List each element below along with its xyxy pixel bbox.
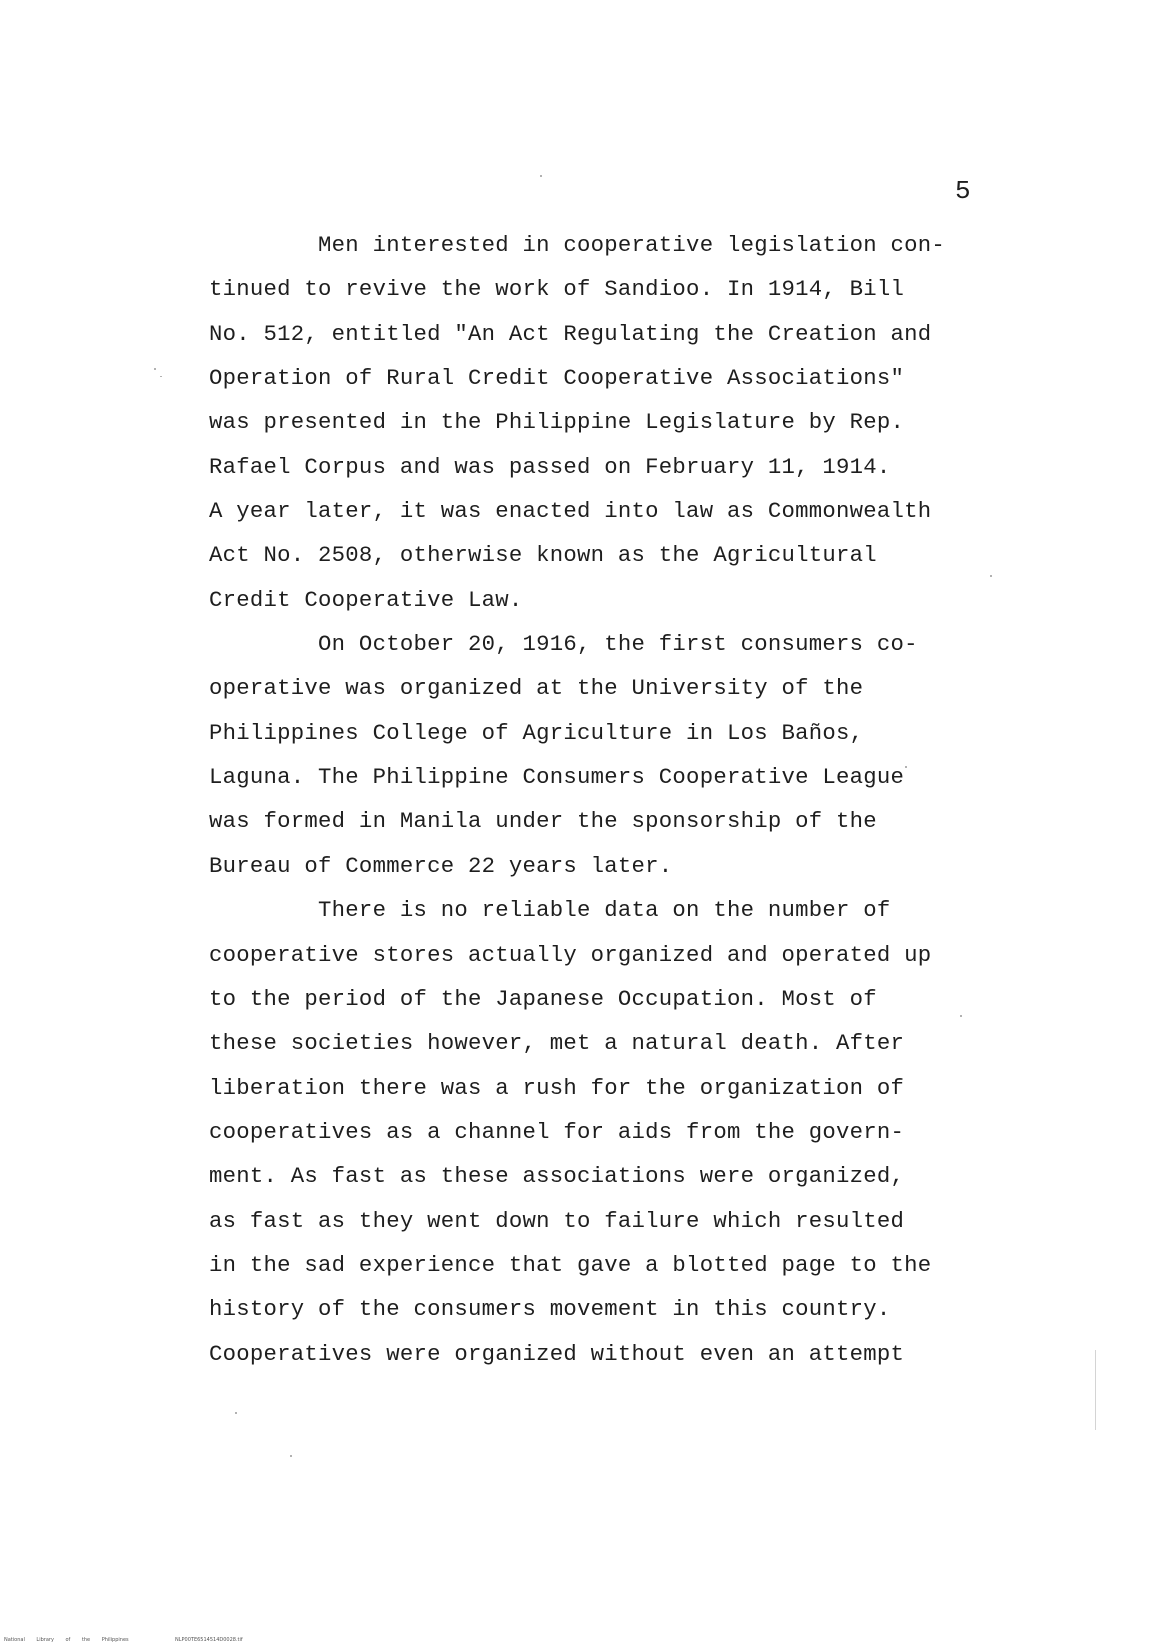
scan-speck <box>990 575 992 577</box>
text-line: Philippines College of Agriculture in Los Baños, <box>209 720 864 746</box>
text-line: cooperative stores actually organized and operated up <box>209 942 932 968</box>
page-number: 5 <box>955 176 971 206</box>
text-line: was presented in the Philippine Legislature by Rep. <box>209 409 905 435</box>
scan-edge-mark <box>1095 1350 1096 1430</box>
text-line: was formed in Manila under the sponsorship of the <box>209 808 877 834</box>
text-line: On October 20, 1916, the first consumers co- <box>209 631 918 657</box>
text-line: cooperatives as a channel for aids from the govern- <box>209 1119 905 1145</box>
text-line: Bureau of Commerce 22 years later. <box>209 853 673 879</box>
text-line: Rafael Corpus and was passed on February 11, 1914. <box>209 454 891 480</box>
text-line: Act No. 2508, otherwise known as the Agricultural <box>209 542 877 568</box>
text-line: tinued to revive the work of Sandioo. In 1914, Bill <box>209 276 905 302</box>
footer-caption <box>4 1637 243 1643</box>
text-line: Operation of Rural Credit Cooperative Associations" <box>209 365 905 391</box>
scan-speck <box>905 766 907 768</box>
text-line: There is no reliable data on the number of <box>209 897 891 923</box>
text-line: Men interested in cooperative legislation con- <box>209 232 946 258</box>
scan-speck <box>960 1015 962 1017</box>
text-line: history of the consumers movement in this country. <box>209 1296 891 1322</box>
text-line: as fast as they went down to failure which resulted <box>209 1208 905 1234</box>
text-line: Cooperatives were organized without even an attempt <box>209 1341 905 1367</box>
text-line: A year later, it was enacted into law as Commonwealth <box>209 498 932 524</box>
scan-speck <box>540 175 542 177</box>
footer-file-id: NLP00TE6514514D0028.tif <box>175 1637 243 1643</box>
text-line: operative was organized at the University of the <box>209 675 864 701</box>
text-line: ment. As fast as these associations were organized, <box>209 1163 905 1189</box>
text-line: these societies however, met a natural death. After <box>209 1030 905 1056</box>
text-line: to the period of the Japanese Occupation. Most of <box>209 986 877 1012</box>
footer-library: National Library of the Philippines <box>4 1637 129 1643</box>
text-line: liberation there was a rush for the organization of <box>209 1075 905 1101</box>
text-line: No. 512, entitled "An Act Regulating the Creation and <box>209 321 932 347</box>
scan-speck <box>154 368 156 370</box>
scan-speck <box>160 376 162 377</box>
scan-speck <box>290 1455 292 1457</box>
text-line: in the sad experience that gave a blotted page to the <box>209 1252 932 1278</box>
text-line: Laguna. The Philippine Consumers Cooperative League <box>209 764 905 790</box>
scan-speck <box>235 1412 237 1414</box>
text-line: Credit Cooperative Law. <box>209 587 523 613</box>
